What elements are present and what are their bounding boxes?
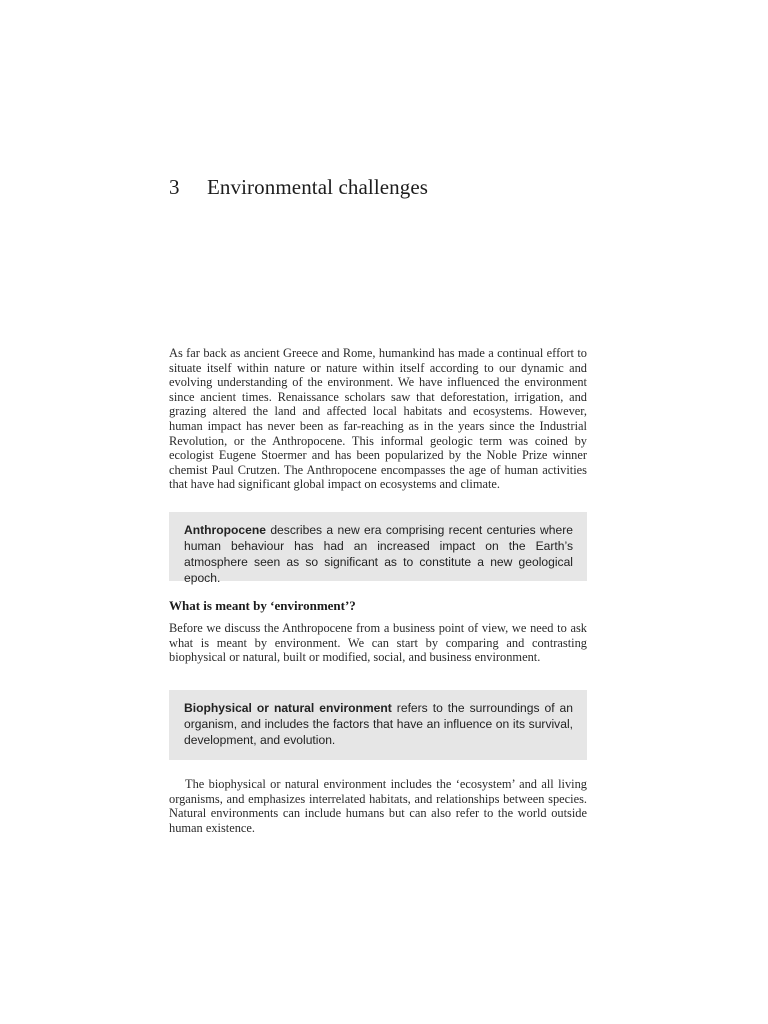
definition-text: describes a new era comprising recent centuries where human behaviour has had an increased impact on the Earth’s atmosphere seen as so significant as to constitute a new geological epoch. — [184, 523, 573, 586]
section-heading: What is meant by ‘environment’? — [169, 598, 356, 613]
definition-term: Biophysical or natural environment — [184, 701, 392, 715]
definition-box-biophysical-environment — [169, 690, 587, 760]
definition-text: refers to the surroundings of an organism, and includes the factors that have an influence on its survival, development, and evolution. — [184, 701, 573, 748]
definition-box-anthropocene — [169, 512, 587, 586]
biophysical-paragraph: The biophysical or natural environment includes the ‘ecosystem’ and all living organisms, and emphasizes interrelated habitats, and relationships between species. Natural environments can include humans but can also refer to the world outside human existence. — [169, 777, 587, 835]
chapter-number: 3 — [169, 175, 180, 199]
intro-paragraph: As far back as ancient Greece and Rome, humankind has made a continual effort to situate itself within nature or nature within itself according to our dynamic and evolving understanding of the environment. We have influenced the environment since ancient times. Renaissance scholars saw that deforestation, irrigation, and grazing altered the land and affected local habitats and ecosystems. However, human impact has never been as far-reaching as in the years since the Industrial Revolution, or the Anthropocene. This informal geologic term was coined by ecologist Eugene Stoermer and has been popularized by the Noble Prize winner chemist Paul Crutzen. The Anthropocene encompasses the age of human activities that have had significant global impact on ecosystems and climate. — [169, 346, 587, 492]
environment-paragraph: Before we discuss the Anthropocene from a business point of view, we need to ask what is meant by environment. We can start by comparing and contrasting biophysical or natural, built or modified, social, and business environment. — [169, 621, 587, 665]
chapter-title — [169, 175, 428, 200]
chapter-title-text: Environmental challenges — [207, 175, 429, 199]
definition-term: Anthropocene — [184, 523, 266, 537]
